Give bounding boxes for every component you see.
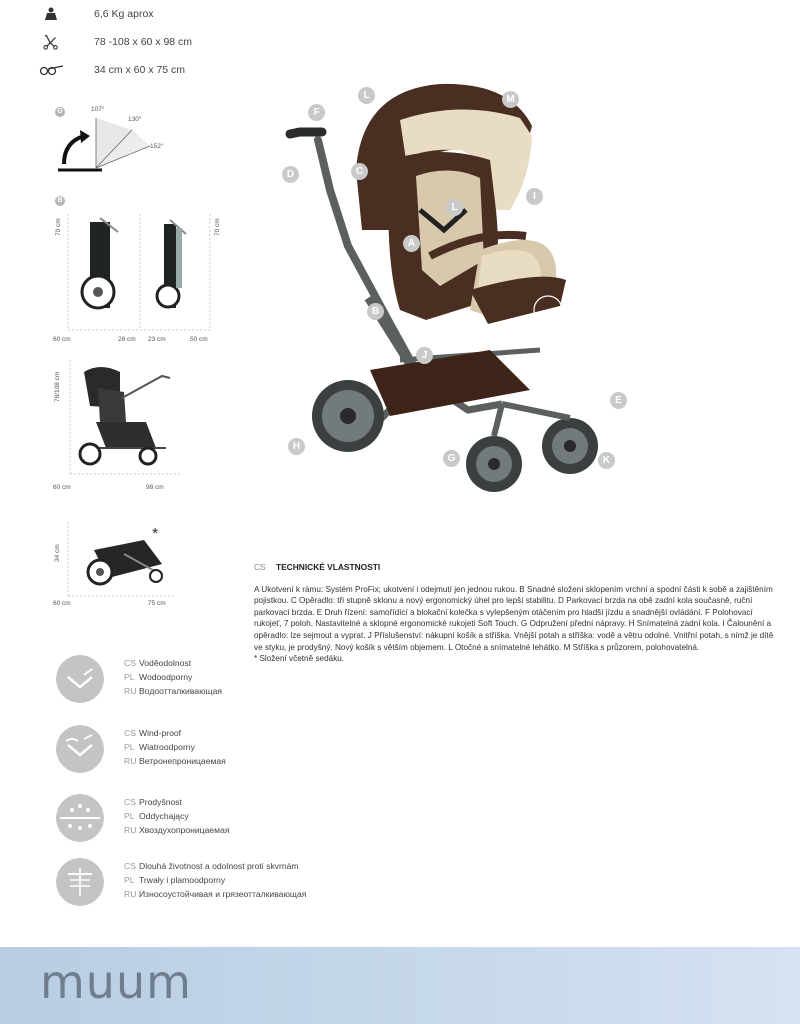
lang-pl: PL — [124, 811, 135, 821]
lang-ru: RU — [124, 756, 137, 766]
callout-m: M — [502, 91, 519, 108]
callout-g: G — [443, 450, 460, 467]
stroller-image — [270, 60, 630, 510]
side-view-diagram — [66, 358, 186, 480]
lang-pl: PL — [124, 742, 135, 752]
tech-lang: CS — [254, 562, 266, 572]
lang-cs: CS — [124, 861, 136, 871]
lang-pl: PL — [124, 672, 135, 682]
fold-diagram — [60, 208, 220, 338]
lang-ru: RU — [124, 686, 137, 696]
lang-cs: CS — [124, 728, 136, 738]
recline-diagram — [54, 104, 174, 174]
folded-width-1: 60 cm — [53, 600, 71, 607]
spec-weight-text: 6,6 Kg aprox — [94, 8, 154, 20]
callout-f: F — [308, 104, 325, 121]
feature-breathable-cs: Prodyšnost — [139, 797, 182, 807]
feature-waterproof-pl: Wodoodporny — [139, 672, 193, 682]
callout-j: J — [416, 347, 433, 364]
folded-width-2: 75 cm — [148, 600, 166, 607]
spec-folded — [38, 60, 186, 80]
callout-e: E — [610, 392, 627, 409]
feature-windproof-cs: Wind-proof — [139, 728, 182, 738]
folded-height: 34 cm — [54, 544, 61, 562]
fold-width-4: 50 cm — [190, 336, 208, 343]
feature-windproof-ru: Ветронепроницаемая — [139, 756, 226, 766]
callout-i: I — [526, 188, 543, 205]
spec-dimensions-text: 78 -108 x 60 x 98 cm — [94, 36, 193, 48]
fold-width-2: 28 cm — [118, 336, 136, 343]
spec-weight — [38, 4, 154, 24]
windproof-icon — [56, 725, 104, 773]
callout-a: A — [403, 235, 420, 252]
lang-cs: CS — [124, 797, 136, 807]
technical-specs — [254, 562, 782, 665]
side-height: 78/108 cm — [54, 371, 61, 402]
callout-c: C — [351, 163, 368, 180]
tech-body: A Ukotvení k rámu: Systém ProFix; ukotvení i odejmutí jen jednou rukou. B Snadné složení sklopením vrchní a spodní části k sobě a zajištěním pojistkou. C Opěradlo: tři stupně sklonu a nový ergonomický úhel pro lepší stabilitu. D Parkovací brzda na obě zadní kola současně, ruční parkovací brzda. E Druh řízení: samořídící a blokační kolečka s vylepšeným otáčením pro hladší jízdu a snadnější ovládání. F Polohovací rukojeť, 7 poloh. Nastavitelné a sklopné ergonomické rukojeti Soft Touch. G Odpružení přední nápravy. H Snímatelná zadní kola. I Čalounění a opěradlo: lze sejmout a vyprat. J Příslušenství: nákupní košík a stříška. Vnější potah a stříška: vodě a větru odolné. Vnitřní potah, s nímž je dítě ve styku, je prodyšný. Nový košík s větším objemem. L Otočné a snímatelné lehátko. M Stříška s průzorem, polohovatelná. — [254, 584, 774, 652]
feature-waterproof-ru: Водоотталкивающая — [139, 686, 223, 696]
angle-130: 130° — [128, 116, 142, 123]
spec-folded-text: 34 cm x 60 x 75 cm — [94, 64, 186, 76]
fold-width-1: 60 cm — [53, 336, 71, 343]
tech-heading — [254, 562, 782, 574]
angle-152: 152° — [150, 143, 164, 150]
folded-stroller-icon — [38, 62, 64, 78]
angle-107: 107° — [91, 106, 105, 113]
lang-ru: RU — [124, 889, 137, 899]
fold-label: B — [55, 196, 65, 206]
callout-h: H — [288, 438, 305, 455]
feature-durable-ru: Износоустойчивая и грязеотталкивающая — [139, 889, 307, 899]
feature-breathable — [56, 794, 356, 844]
callout-l-top: L — [358, 87, 375, 104]
lang-pl: PL — [124, 875, 135, 885]
feature-waterproof-cs: Voděodolnost — [139, 658, 192, 668]
lang-cs: CS — [124, 658, 136, 668]
fold-height-2: 70 cm — [214, 218, 221, 236]
feature-breathable-ru: Хвоздухопроницаемая — [139, 825, 230, 835]
callout-l-seat: L — [446, 199, 463, 216]
feature-windproof — [56, 725, 356, 775]
weight-icon — [38, 6, 64, 22]
spec-dimensions — [38, 32, 193, 52]
feature-windproof-pl: Wiatroodporny — [139, 742, 195, 752]
brand-logo: muum — [40, 955, 192, 1009]
lang-ru: RU — [124, 825, 137, 835]
waterproof-icon — [56, 655, 104, 703]
feature-waterproof — [56, 655, 356, 705]
recline-label: G — [55, 107, 65, 117]
feature-durable-pl: Trwały i plamoodporny — [139, 875, 226, 885]
callout-b: B — [367, 303, 384, 320]
tech-title: TECHNICKÉ VLASTNOSTI — [275, 562, 381, 572]
folded-view-diagram — [64, 520, 184, 600]
fold-width-3: 23 cm — [148, 336, 166, 343]
durable-icon — [56, 858, 104, 906]
feature-durable-cs: Dlouhá životnost a odolnost proti skvrnám — [139, 861, 299, 871]
side-width-2: 98 cm — [146, 484, 164, 491]
callout-d: D — [282, 166, 299, 183]
breathable-icon — [56, 794, 104, 842]
stroller-frame-icon — [38, 34, 64, 50]
callout-k: K — [598, 452, 615, 469]
feature-durable — [56, 858, 356, 908]
fold-height-1: 70 cm — [55, 218, 62, 236]
tech-note: * Složení včetně sedáku. — [254, 654, 345, 664]
feature-breathable-pl: Oddychający — [139, 811, 189, 821]
side-width-1: 60 cm — [53, 484, 71, 491]
footer-band — [0, 947, 800, 1024]
folded-asterisk: * — [152, 526, 159, 543]
